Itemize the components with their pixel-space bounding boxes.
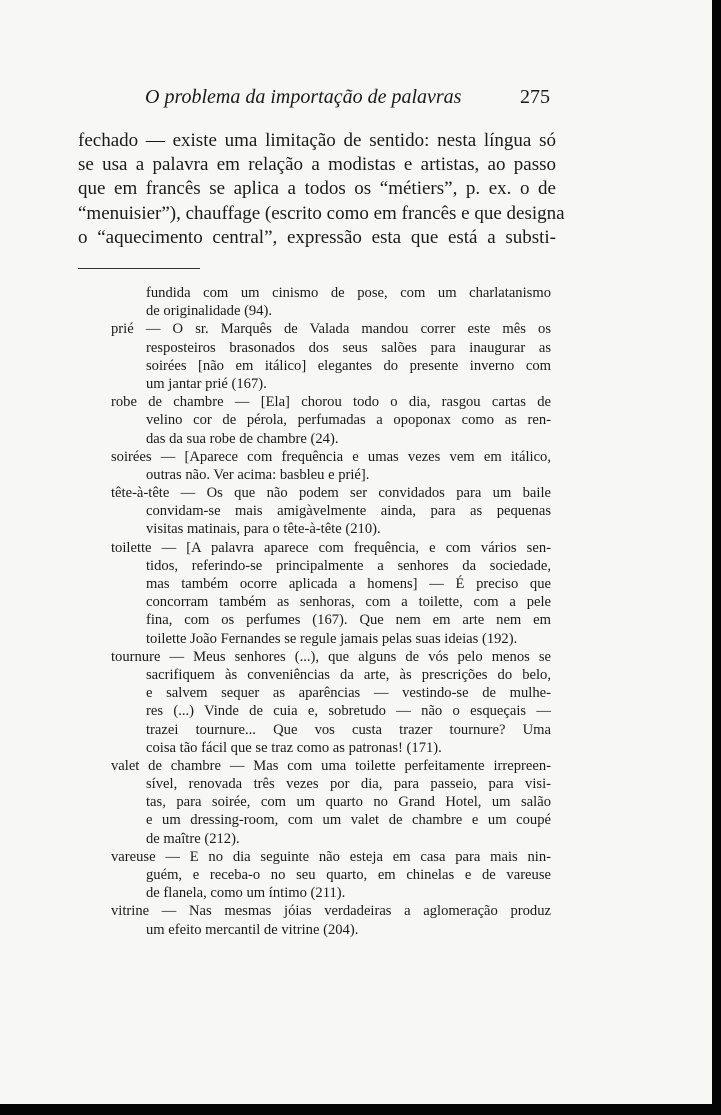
glossary-entry [111,848,551,903]
entry-line: sível, renovada três vezes por dia, para passeio, para visi- [146,776,551,793]
body-line: fechado — existe uma limitação de sentido: nesta língua só [78,130,556,151]
glossary-entry [111,284,551,320]
entry-line: de originalidade (94). [146,303,273,320]
scan-border-bottom [0,1104,721,1115]
entry-line: sacrifiquem às conveniências da arte, às prescrições do belo, [146,666,551,683]
entry-line: resposteiros brasonados dos seus salões para inaugurar as [146,339,551,356]
entry-line: fina, com os perfumes (167). Que nem em arte nem em [146,612,551,629]
scan-border-right [712,0,721,1115]
glossary-entry [111,648,551,757]
entry-line: concorram também as senhoras, com a toilette, com a pele [146,594,551,611]
entry-line: toilette João Fernandes se regule jamais pelas suas ideias (192). [146,630,518,647]
glossary-entry [111,484,551,539]
glossary-entry [111,448,551,484]
body-line: se usa a palavra em relação a modistas e artistas, ao passo [78,154,556,176]
body-line: o “aquecimento central”, expressão esta que está a substi- [78,226,556,248]
entry-line: toilette — [A palavra aparece com frequência, e com vários sen- [111,539,551,556]
entry-line: e salvem sequer as aparências — vestindo-se de mulhe- [146,685,551,702]
entry-line: valet de chambre — Mas com uma toilette perfeitamente irrepreen- [111,757,551,774]
body-line: “menuisier”), chauffage (escrito como em francês e que designa [78,202,565,224]
entry-line: um efeito mercantil de vitrine (204). [146,921,359,938]
entry-line: trazei tournure... Que vos custa trazer tournure? Uma [146,721,551,738]
running-head-title: O problema da importação de palavras [145,86,462,108]
entry-line: robe de chambre — [Ela] chorou todo o dia, rasgou cartas de [111,394,551,411]
running-head [145,84,550,110]
entry-line: tidos, referindo-se principalmente a senhores da sociedade, [146,557,551,574]
glossary-entry [111,757,551,848]
glossary-entry [111,393,551,448]
entry-line: das da sua robe de chambre (24). [146,430,339,447]
entry-line: visitas matinais, para o tête-à-tête (210). [146,521,381,538]
entry-line: e um dressing-room, com um valet de chambre e um coupé [146,812,551,829]
entry-line: convidam-se mais amigàvelmente ainda, para as pequenas [146,503,551,520]
glossary-entry [111,539,551,648]
entry-line: tas, para soirée, com um quarto no Grand Hotel, um salão [146,794,551,811]
body-line: que em francês se aplica a todos os “métiers”, p. ex. o de [78,178,556,200]
entry-line: tournure — Meus senhores (...), que alguns de vós pelo menos se [111,648,551,665]
entry-line: soirées [não em itálico] elegantes do presente inverno com [146,357,551,374]
entry-line: tête-à-tête — Os que não podem ser convidados para um baile [111,485,551,502]
entry-line: velino cor de pérola, perfumadas a opoponax como as ren- [146,412,551,429]
entry-line: de maître (212). [146,830,240,847]
entry-line: vitrine — Nas mesmas jóias verdadeiras a aglomeração produz [111,903,551,920]
entry-line: outras não. Ver acima: basbleu e prié]. [146,466,370,483]
entry-line: mas também ocorre aplicada a homens] — É preciso que [146,576,551,592]
glossary-entries [111,284,551,939]
entry-line: res (...) Vinde de cuia e, sobretudo — não o esqueçais — [146,703,551,720]
footnote-rule [78,268,200,269]
entry-line: guém, e receba-o no seu quarto, em chinelas e de vareuse [146,867,551,883]
entry-line: um jantar prié (167). [146,375,267,392]
entry-line: de flanela, como um íntimo (211). [146,885,346,902]
body-text [78,129,565,250]
entry-line: vareuse — E no dia seguinte não esteja em casa para mais nin- [111,848,551,865]
entry-line: fundida com um cinismo de pose, com um charlatanismo [146,285,551,301]
entry-line: soirées — [Aparece com frequência e umas vezes vem em itálico, [111,448,551,465]
page-number: 275 [520,86,550,108]
glossary-entry [111,902,551,938]
entry-line: coisa tão fácil que se traz como as patronas! (171). [146,739,442,756]
glossary-entry [111,320,551,393]
entry-line: prié — O sr. Marquês de Valada mandou correr este mês os [111,321,551,338]
